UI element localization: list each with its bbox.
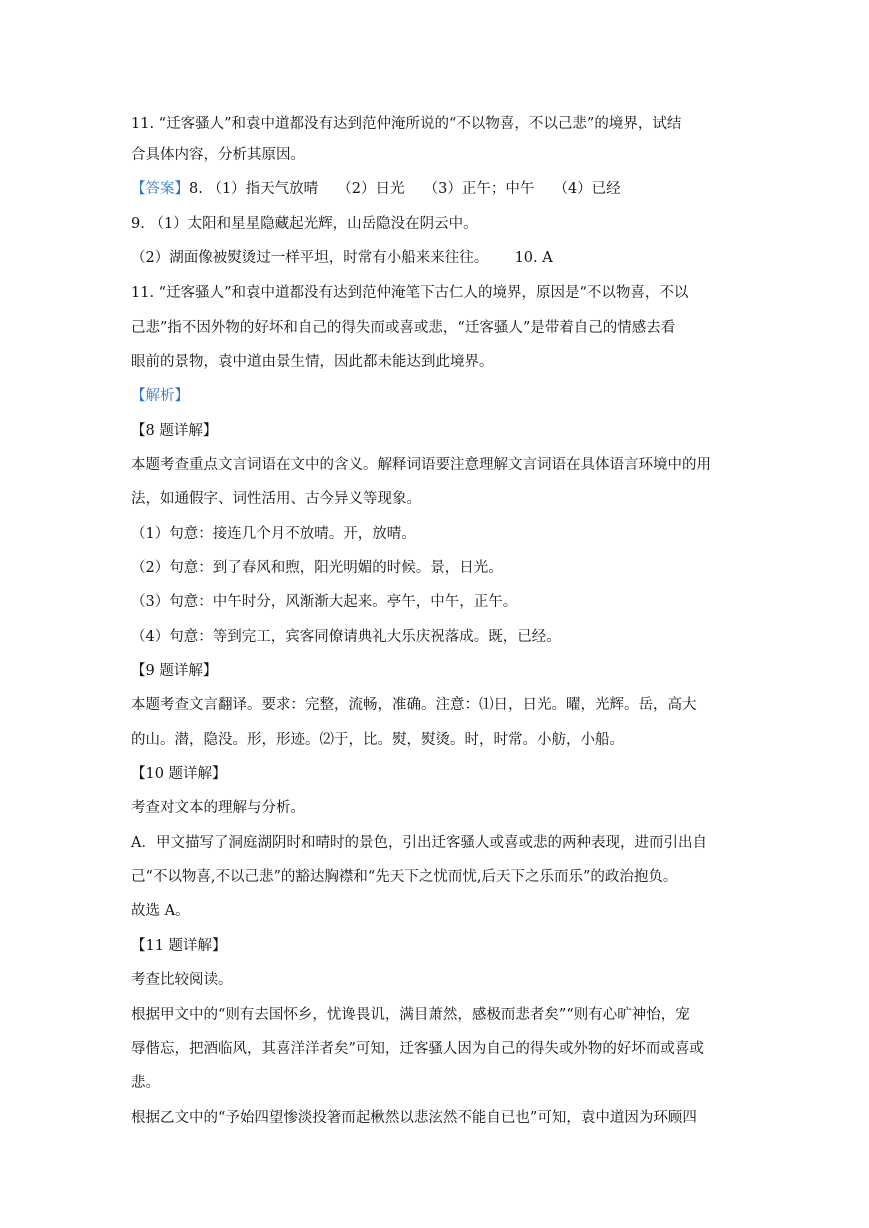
- question-11-line-1: 11. “迁客骚人”和袁中道都没有达到范仲淹所说的“不以物喜，不以己悲”的境界，试结: [131, 116, 682, 132]
- detail-10-line-1: 考查对文本的理解与分析。: [131, 800, 305, 816]
- answer-9-line-2: （2）湖面像被熨烫过一样平坦，时常有小船来来往往。 10. A: [131, 250, 553, 266]
- detail-8-item-1: （1）句意：接连几个月不放晴。开，放晴。: [131, 526, 416, 542]
- answer-11-line-2: 己悲”指不因外物的好坏和自己的得失而或喜或悲，“迁客骚人”是带着自己的情感去看: [131, 320, 676, 336]
- detail-8-heading: 【8 题详解】: [131, 423, 218, 439]
- answer-11-line-1: 11. “迁客骚人”和袁中道都没有达到范仲淹笔下古仁人的境界，原因是“不以物喜，不以: [131, 285, 689, 301]
- answer-8-text: 8. （1）指天气放晴 （2）日光 （3）正午；中午 （4）已经: [189, 181, 621, 197]
- detail-11-line-3: 辱偕忘，把酒临风，其喜洋洋者矣”可知，迁客骚人因为自己的得失或外物的好坏而或喜或: [131, 1041, 704, 1057]
- answer-11-line-3: 眼前的景物，袁中道由景生情，因此都未能达到此境界。: [131, 354, 494, 370]
- answer-tag: 【答案】: [131, 181, 189, 197]
- detail-9-heading: 【9 题详解】: [131, 663, 218, 679]
- detail-8-line-2: 法，如通假字、词性活用、古今异义等现象。: [131, 491, 421, 507]
- detail-10-line-2: A．甲文描写了洞庭湖阴时和晴时的景色，引出迁客骚人或喜或悲的两种表现，进而引出自: [131, 835, 707, 851]
- detail-9-line-2: 的山。潜，隐没。形，形迹。⑵于，比。熨，熨烫。时，时常。小舫，小船。: [131, 732, 624, 748]
- detail-8-line-1: 本题考查重点文言词语在文中的含义。解释词语要注意理解文言词语在具体语言环境中的用: [131, 457, 711, 473]
- detail-11-line-4: 悲。: [131, 1075, 160, 1091]
- detail-11-line-2: 根据甲文中的“则有去国怀乡，忧谗畏讥，满目萧然，感极而悲者矣”“则有心旷神怡，宠: [131, 1007, 690, 1023]
- answer-line-8: [131, 179, 771, 199]
- detail-8-item-4: （4）句意：等到完工，宾客同僚请典礼大乐庆祝落成。既，已经。: [131, 629, 561, 645]
- detail-8-item-3: （3）句意：中午时分，风渐渐大起来。亭午，中午，正午。: [131, 594, 518, 610]
- detail-11-heading: 【11 题详解】: [131, 938, 227, 954]
- answer-9-line-1: 9. （1）太阳和星星隐藏起光辉，山岳隐没在阴云中。: [131, 216, 478, 232]
- detail-8-item-2: （2）句意：到了春风和煦，阳光明媚的时候。景，日光。: [131, 560, 503, 576]
- detail-10-heading: 【10 题详解】: [131, 766, 227, 782]
- detail-11-line-1: 考查比较阅读。: [131, 972, 233, 988]
- detail-9-line-1: 本题考查文言翻译。要求：完整，流畅，准确。注意：⑴日，日光。曜，光辉。岳，高大: [131, 697, 697, 713]
- detail-10-line-4: 故选 A。: [131, 903, 190, 919]
- detail-11-line-5: 根据乙文中的“予始四望惨淡投箸而起楸然以悲泫然不能自已也”可知，袁中道因为环顾四: [131, 1110, 697, 1126]
- question-11-line-2: 合具体内容，分析其原因。: [131, 147, 305, 163]
- detail-10-line-3: 己“不以物喜,不以己悲”的豁达胸襟和“先天下之忧而忧,后天下之乐而乐”的政治抱负。: [131, 869, 678, 885]
- analysis-tag: 【解析】: [131, 388, 189, 404]
